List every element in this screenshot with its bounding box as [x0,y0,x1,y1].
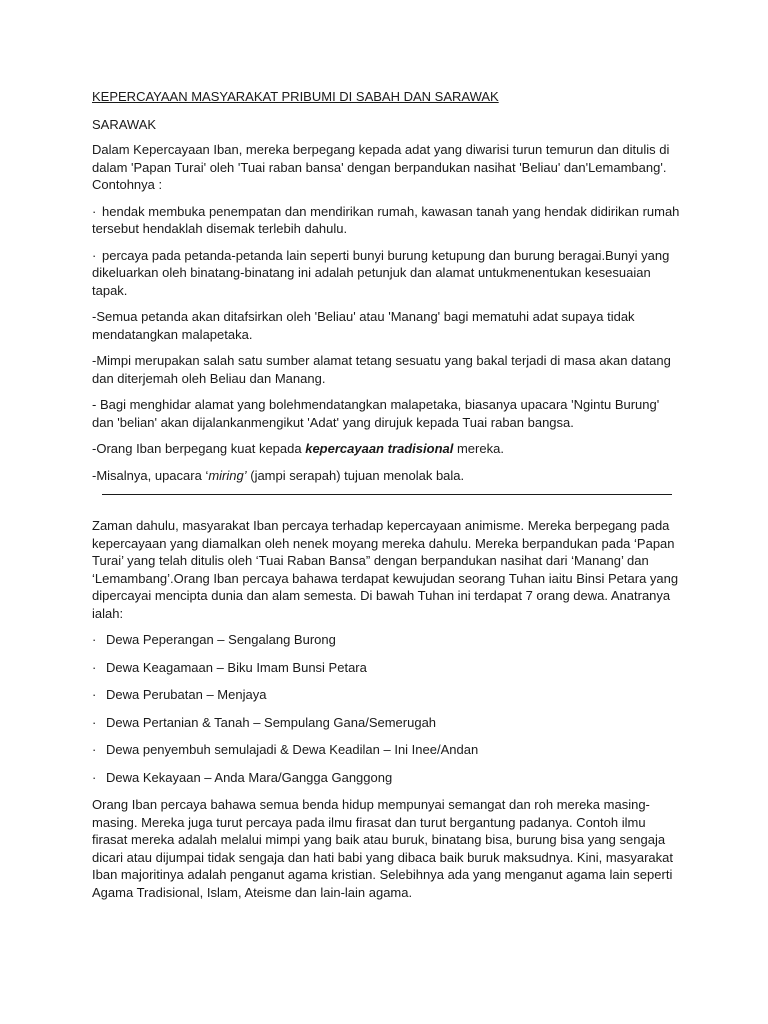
bullet-dot: · [92,742,97,757]
traditional-line-end: mereka. [453,441,504,456]
bullet-point-2 [92,247,682,300]
deity-text: Dewa Kekayaan – Anda Mara/Gangga Ganggong [106,769,393,785]
deity-text: Dewa Pertanian & Tanah – Sempulang Gana/Semerugah [106,714,437,730]
deity-text: Dewa Peperangan – Sengalang Burong [106,632,336,647]
miring-line-emphasis: miring’ [208,467,247,483]
miring-line-end: (jampi serapah) tujuan menolak bala. [246,467,465,483]
intro-paragraph: Dalam Kepercayaan Iban, mereka berpegang kepada adat yang diwarisi turun temurun dan ditulis di dalam 'Papan Turai' oleh 'Tuai raban bansa' dengan berpandukan nasihat 'Beliau' dan'Lemambang'. Contohnya : [92,142,670,192]
miring-line [92,467,682,485]
miring-line-start: -Misalnya, upacara ‘ [92,467,209,483]
list-item [92,741,682,759]
dash-point-2: -Mimpi merupakan salah satu sumber alamat tetang sesuatu yang bakal terjadi di masa akan datang dan diterjemah oleh Beliau dan Manang. [92,353,671,386]
deity-list [92,631,682,786]
list-item [92,631,682,649]
horizontal-divider [102,494,672,495]
bullet-dot: · [92,247,97,263]
document-title: KEPERCAYAAN MASYARAKAT PRIBUMI DI SABAH DAN SARAWAK [92,89,499,104]
bullet-text: percaya pada petanda-petanda lain seperti bunyi burung ketupung dan burung beragai.Bunyi yang dikeluarkan oleh binatang-binatang ini adalah petunjuk dan alamat untukmenentukan kesesuaian tapak. [92,247,670,298]
document-page [92,88,682,910]
section-title-sarawak: SARAWAK [92,116,157,132]
deity-text: Dewa Perubatan – Menjaya [106,687,267,702]
list-item [92,714,682,732]
bullet-dot: · [92,203,97,219]
bullet-dot: · [92,632,97,647]
bullet-dot: · [92,659,97,675]
traditional-belief-line [92,440,682,458]
deity-text: Dewa penyembuh semulajadi & Dewa Keadilan – Ini Inee/Andan [106,742,479,757]
bullet-text: hendak membuka penempatan dan mendirikan rumah, kawasan tanah yang hendak didirikan rumah tersebut hendaklah disemak terlebih dahulu. [92,203,680,236]
bullet-dot: · [92,769,97,785]
traditional-line-start: -Orang Iban berpegang kuat kepada [92,441,306,456]
list-item [92,659,682,677]
deity-text: Dewa Keagamaan – Biku Imam Bunsi Petara [106,659,367,675]
dash-point-3: - Bagi menghidar alamat yang bolehmendatangkan malapetaka, biasanya upacara 'Ngintu Burung' dan 'belian' akan dijalankanmengikut 'Adat' yang dirujuk kepada Tuai raban bangsa. [92,397,660,430]
list-item [92,686,682,704]
dash-point-1: -Semua petanda akan ditafsirkan oleh 'Beliau' atau 'Manang' bagi mematuhi adat supaya tidak mendatangkan malapetaka. [92,309,635,342]
animism-paragraph: Zaman dahulu, masyarakat Iban percaya terhadap kepercayaan animisme. Mereka berpegang pada kepercayaan yang diamalkan oleh nenek moyang mereka dahulu. Mereka berpandukan pada ‘Papan Turai’ yang telah ditulis oleh ‘Tuai Raban Bansa” dengan berpandukan nasihat dari ‘Manang’ dan ‘Lemambang’.Orang Iban percaya bahawa terdapat kewujudan seorang Tuhan iaitu Binsi Petara yang dipercayai mencipta dunia dan alam semesta. Di bawah Tuhan ini terdapat 7 orang dewa. Anatranya ialah: [92,518,679,621]
bullet-dot: · [92,687,97,702]
traditional-line-emphasis: kepercayaan tradisional [305,441,454,456]
list-item [92,769,682,787]
bullet-point-1 [92,203,682,238]
closing-paragraph: Orang Iban percaya bahawa semua benda hidup mempunyai semangat dan roh mereka masing-masing. Mereka juga turut percaya pada ilmu firasat dan turut bergantung padanya. Contoh ilmu firasat mereka adalah melalui mimpi yang baik atau buruk, binatang bisa, burung bisa yang sengaja dicari atau dijumpai tidak sengaja dan hati babi yang dibaca baik buruk maksudnya. Kini, masyarakat Iban majoritinya adalah penganut agama kristian. Selebihnya ada yang menganut agama lain seperti Agama Tradisional, Islam, Ateisme dan lain-lain agama. [92,797,674,900]
bullet-dot: · [92,714,97,730]
